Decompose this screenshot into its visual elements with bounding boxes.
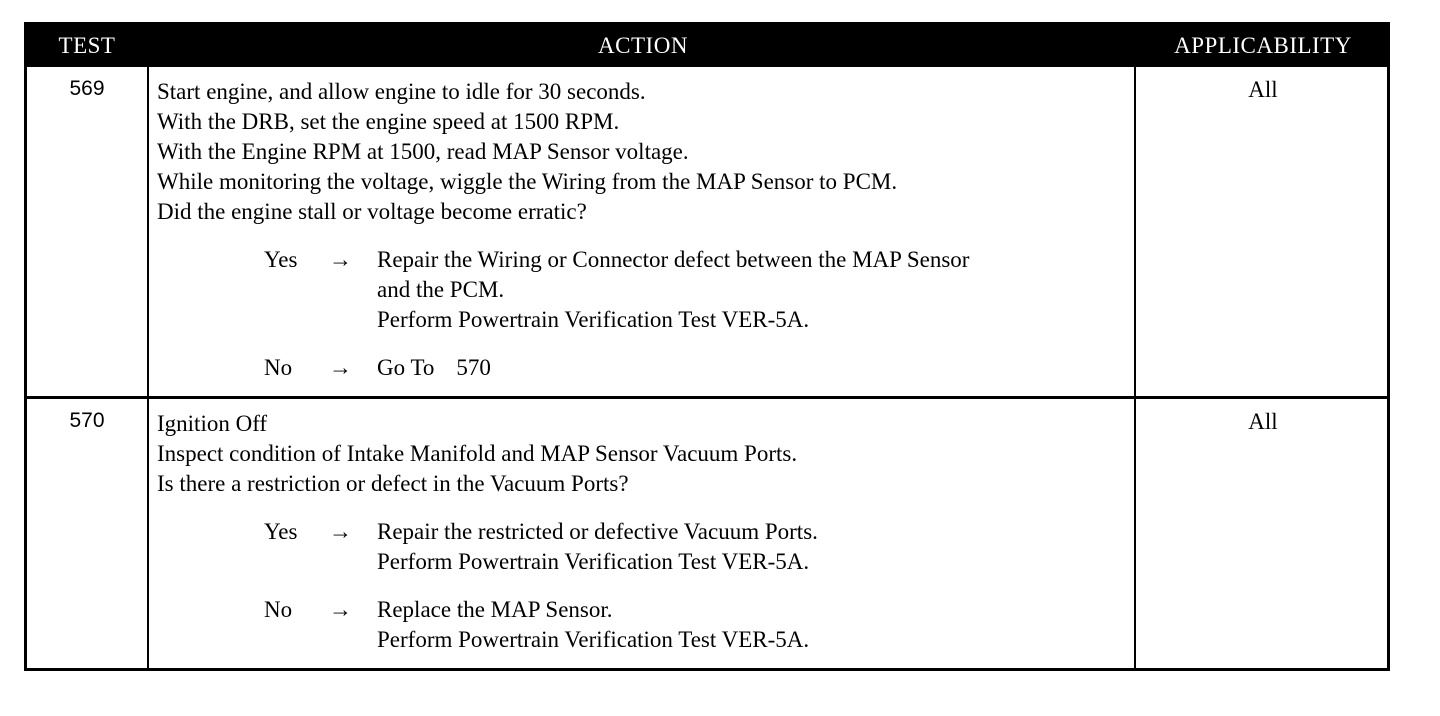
right-arrow-icon: → — [329, 247, 352, 272]
outcome-line: Perform Powertrain Verification Test VER-5A. — [377, 307, 810, 332]
goto-line — [377, 353, 1132, 383]
instruction-line: With the Engine RPM at 1500, read MAP Sensor voltage. — [157, 139, 689, 164]
outcome-text — [377, 353, 1132, 383]
test-number: 570 — [69, 409, 105, 432]
table-row-569 — [27, 67, 1387, 396]
instruction-line: Ignition Off — [157, 411, 268, 436]
test-number: 569 — [69, 77, 105, 100]
diagnostic-test-table — [24, 22, 1390, 671]
outcome-text — [377, 595, 1132, 655]
goto-test-number: 570 — [456, 355, 491, 380]
outcome-answer: Yes — [264, 247, 298, 272]
outcome-answer: No — [264, 355, 293, 380]
instruction-line: With the DRB, set the engine speed at 1500 RPM. — [157, 109, 620, 134]
outcome-answer: Yes — [264, 519, 298, 544]
table-row-570 — [27, 396, 1387, 671]
goto-label: Go To — [377, 355, 435, 380]
right-arrow-icon: → — [329, 355, 352, 380]
outcome-text — [377, 245, 1132, 335]
outcome-answer: No — [264, 597, 293, 622]
outcome-line: and the PCM. — [377, 277, 505, 302]
instruction-line: Inspect condition of Intake Manifold and MAP Sensor Vacuum Ports. — [157, 441, 798, 466]
outcome-yes — [157, 517, 1132, 577]
outcome-line: Repair the Wiring or Connector defect between the MAP Sensor — [377, 247, 970, 272]
outcome-line: Perform Powertrain Verification Test VER-5A. — [377, 627, 810, 652]
header-test: TEST — [58, 33, 116, 58]
outcome-no — [157, 353, 1132, 383]
outcome-line: Replace the MAP Sensor. — [377, 597, 613, 622]
instruction-line: Is there a restriction or defect in the Vacuum Ports? — [157, 471, 629, 496]
outcome-text — [377, 517, 1132, 577]
applicability-value: All — [1248, 409, 1278, 434]
instruction-line: Start engine, and allow engine to idle for 30 seconds. — [157, 79, 646, 104]
right-arrow-icon: → — [329, 519, 352, 544]
outcome-line: Repair the restricted or defective Vacuum Ports. — [377, 519, 818, 544]
outcome-line: Perform Powertrain Verification Test VER-5A. — [377, 549, 810, 574]
table-header — [27, 25, 1387, 67]
right-arrow-icon: → — [329, 597, 352, 622]
outcome-yes — [157, 245, 1132, 335]
header-action: ACTION — [598, 33, 688, 58]
outcome-no — [157, 595, 1132, 655]
action-cell — [157, 77, 1132, 383]
action-cell — [157, 409, 1132, 655]
applicability-value: All — [1248, 77, 1278, 102]
header-applicability: APPLICABILITY — [1174, 33, 1352, 58]
instruction-line: While monitoring the voltage, wiggle the Wiring from the MAP Sensor to PCM. — [157, 169, 898, 194]
instruction-line: Did the engine stall or voltage become erratic? — [157, 199, 587, 224]
